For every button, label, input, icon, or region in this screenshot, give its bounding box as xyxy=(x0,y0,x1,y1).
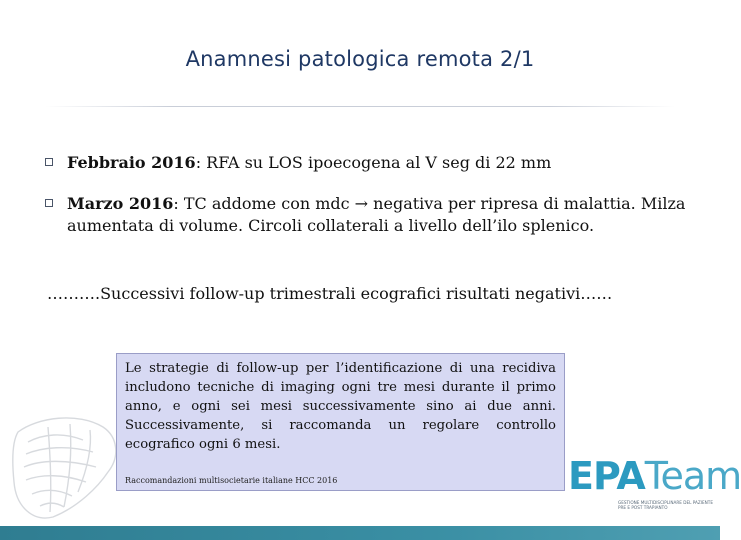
bottom-accent-bar xyxy=(0,526,720,540)
checkbox-bullet-icon xyxy=(45,199,53,207)
logo-tagline: GESTIONE MULTIDISCIPLINARE DEL PAZIENTE PRE E POST TRAPIANTO xyxy=(618,500,713,511)
callout-source: Raccomandazioni multisocietarie italiane HCC 2016 xyxy=(125,476,338,485)
slide-title: Anamnesi patologica remota 2/1 xyxy=(185,47,535,71)
bullet-item xyxy=(45,152,695,174)
title-divider xyxy=(45,106,675,107)
bullet-item xyxy=(45,193,695,237)
bullet-text xyxy=(67,193,695,237)
checkbox-bullet-icon xyxy=(45,158,53,166)
logo-wordmark xyxy=(568,454,741,498)
bullet-date: Marzo 2016 xyxy=(67,194,174,213)
bullet-body: : TC addome con mdc → negativa per ripresa di malattia. Milza aumentata di volume. Circoli collaterali a livello dell’ilo splenico. xyxy=(67,194,686,235)
logo-word-epa: EPA xyxy=(568,454,645,498)
bullet-text xyxy=(67,152,695,174)
callout-text: Le strategie di follow-up per l’identificazione di una recidiva includono tecniche di imaging ogni tre mesi durante il primo anno, e ogni sei mesi successivamente sino ai due anni. Successivamente, si raccomanda un regolare controllo ecografico ogni 6 mesi. xyxy=(125,361,556,452)
epateam-logo xyxy=(566,452,741,522)
guideline-callout xyxy=(116,353,565,491)
logo-word-team: Team xyxy=(644,454,741,498)
bullet-date: Febbraio 2016 xyxy=(67,153,196,172)
bullet-body: : RFA su LOS ipoecogena al V seg di 22 mm xyxy=(195,153,552,172)
liver-illustration-watermark xyxy=(8,412,128,527)
followup-note: ……….Successivi follow-up trimestrali ecografici risultati negativi…… xyxy=(47,284,613,303)
